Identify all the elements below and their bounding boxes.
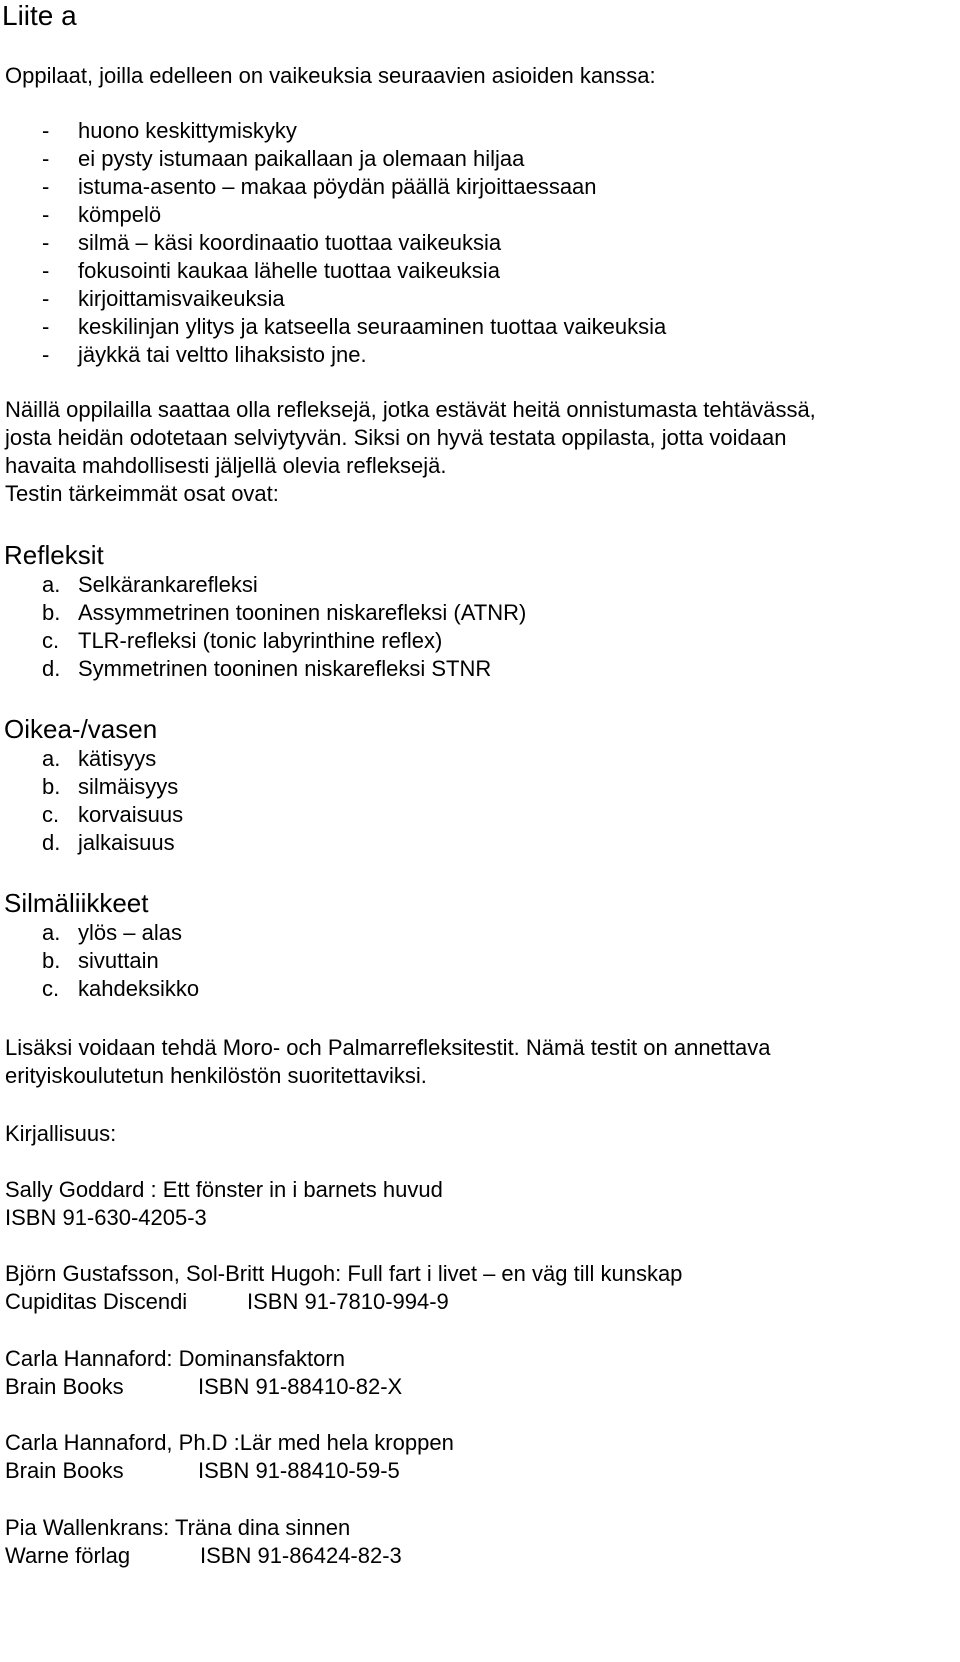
reference-isbn: ISBN 91-630-4205-3: [5, 1205, 207, 1230]
list-item-text: silmä – käsi koordinaatio tuottaa vaikeuksia: [78, 230, 502, 255]
paragraph-line: Näillä oppilailla saattaa olla refleksejä, jotka estävät heitä onnistumasta tehtävässä,: [5, 397, 816, 422]
paragraph-line: Testin tärkeimmät osat ovat:: [5, 481, 279, 506]
list-item-text: istuma-asento – makaa pöydän päällä kirjoittaessaan: [78, 174, 597, 199]
bullet-marker: -: [42, 286, 50, 311]
section-heading: Oikea-/vasen: [4, 714, 158, 744]
item-text: Symmetrinen tooninen niskarefleksi STNR: [78, 656, 492, 681]
reference-publisher: Brain Books: [5, 1374, 124, 1399]
list-item-text: jäykkä tai veltto lihaksisto jne.: [78, 342, 367, 367]
reference-isbn: ISBN 91-88410-82-X: [198, 1374, 403, 1399]
document-title: Liite a: [2, 0, 77, 31]
reference-title: Pia Wallenkrans: Träna dina sinnen: [5, 1515, 351, 1540]
list-item-text: ei pysty istumaan paikallaan ja olemaan hiljaa: [78, 146, 525, 171]
item-text: silmäisyys: [78, 774, 179, 799]
bullet-marker: -: [42, 118, 50, 143]
reference-title: Carla Hannaford, Ph.D :Lär med hela kroppen: [5, 1430, 454, 1455]
list-item-text: kömpelö: [78, 202, 162, 227]
bullet-marker: -: [42, 258, 50, 283]
item-text: Selkärankarefleksi: [78, 572, 258, 597]
literature-heading: Kirjallisuus:: [5, 1121, 117, 1146]
section-heading: Silmäliikkeet: [4, 888, 149, 918]
item-letter: a.: [42, 746, 61, 771]
item-text: sivuttain: [78, 948, 159, 973]
item-letter: c.: [42, 628, 60, 653]
bullet-marker: -: [42, 342, 50, 367]
item-letter: d.: [42, 656, 61, 681]
item-letter: d.: [42, 830, 61, 855]
item-letter: a.: [42, 920, 61, 945]
item-text: kahdeksikko: [78, 976, 200, 1001]
item-text: ylös – alas: [78, 920, 182, 945]
reference-title: Carla Hannaford: Dominansfaktorn: [5, 1346, 345, 1371]
reference-isbn: ISBN 91-7810-994-9: [247, 1289, 449, 1314]
item-text: TLR-refleksi (tonic labyrinthine reflex): [78, 628, 443, 653]
item-letter: b.: [42, 600, 61, 625]
item-letter: c.: [42, 802, 60, 827]
item-text: kätisyys: [78, 746, 157, 771]
intro-text: Oppilaat, joilla edelleen on vaikeuksia seuraavien asioiden kanssa:: [5, 63, 656, 88]
reference-publisher: Brain Books: [5, 1458, 124, 1483]
reference-title: Björn Gustafsson, Sol-Britt Hugoh: Full fart i livet – en väg till kunskap: [5, 1261, 683, 1286]
paragraph-line: Lisäksi voidaan tehdä Moro- och Palmarrefleksitestit. Nämä testit on annettava: [5, 1035, 771, 1060]
section-heading: Refleksit: [4, 540, 104, 570]
item-text: korvaisuus: [78, 802, 184, 827]
list-item-text: fokusointi kaukaa lähelle tuottaa vaikeuksia: [78, 258, 500, 283]
item-letter: b.: [42, 774, 61, 799]
paragraph-line: havaita mahdollisesti jäljellä olevia refleksejä.: [5, 453, 447, 478]
reference-isbn: ISBN 91-86424-82-3: [200, 1543, 402, 1568]
list-item-text: kirjoittamisvaikeuksia: [78, 286, 285, 311]
item-text: Assymmetrinen tooninen niskarefleksi (ATNR): [78, 600, 527, 625]
bullet-marker: -: [42, 174, 50, 199]
bullet-marker: -: [42, 202, 50, 227]
list-item-text: huono keskittymiskyky: [78, 118, 297, 143]
bullet-marker: -: [42, 146, 50, 171]
item-letter: c.: [42, 976, 60, 1001]
item-letter: a.: [42, 572, 61, 597]
reference-isbn: ISBN 91-88410-59-5: [198, 1458, 400, 1483]
bullet-marker: -: [42, 230, 50, 255]
bullet-marker: -: [42, 314, 50, 339]
paragraph-line: josta heidän odotetaan selviytyvän. Siksi on hyvä testata oppilasta, jotta voidaan: [5, 425, 787, 450]
paragraph-line: erityiskoulutetun henkilöstön suoritettaviksi.: [5, 1063, 427, 1088]
item-letter: b.: [42, 948, 61, 973]
reference-publisher: Warne förlag: [5, 1543, 131, 1568]
list-item-text: keskilinjan ylitys ja katseella seuraaminen tuottaa vaikeuksia: [78, 314, 667, 339]
item-text: jalkaisuus: [78, 830, 175, 855]
reference-publisher: Cupiditas Discendi: [5, 1289, 188, 1314]
reference-title: Sally Goddard : Ett fönster in i barnets huvud: [5, 1177, 443, 1202]
